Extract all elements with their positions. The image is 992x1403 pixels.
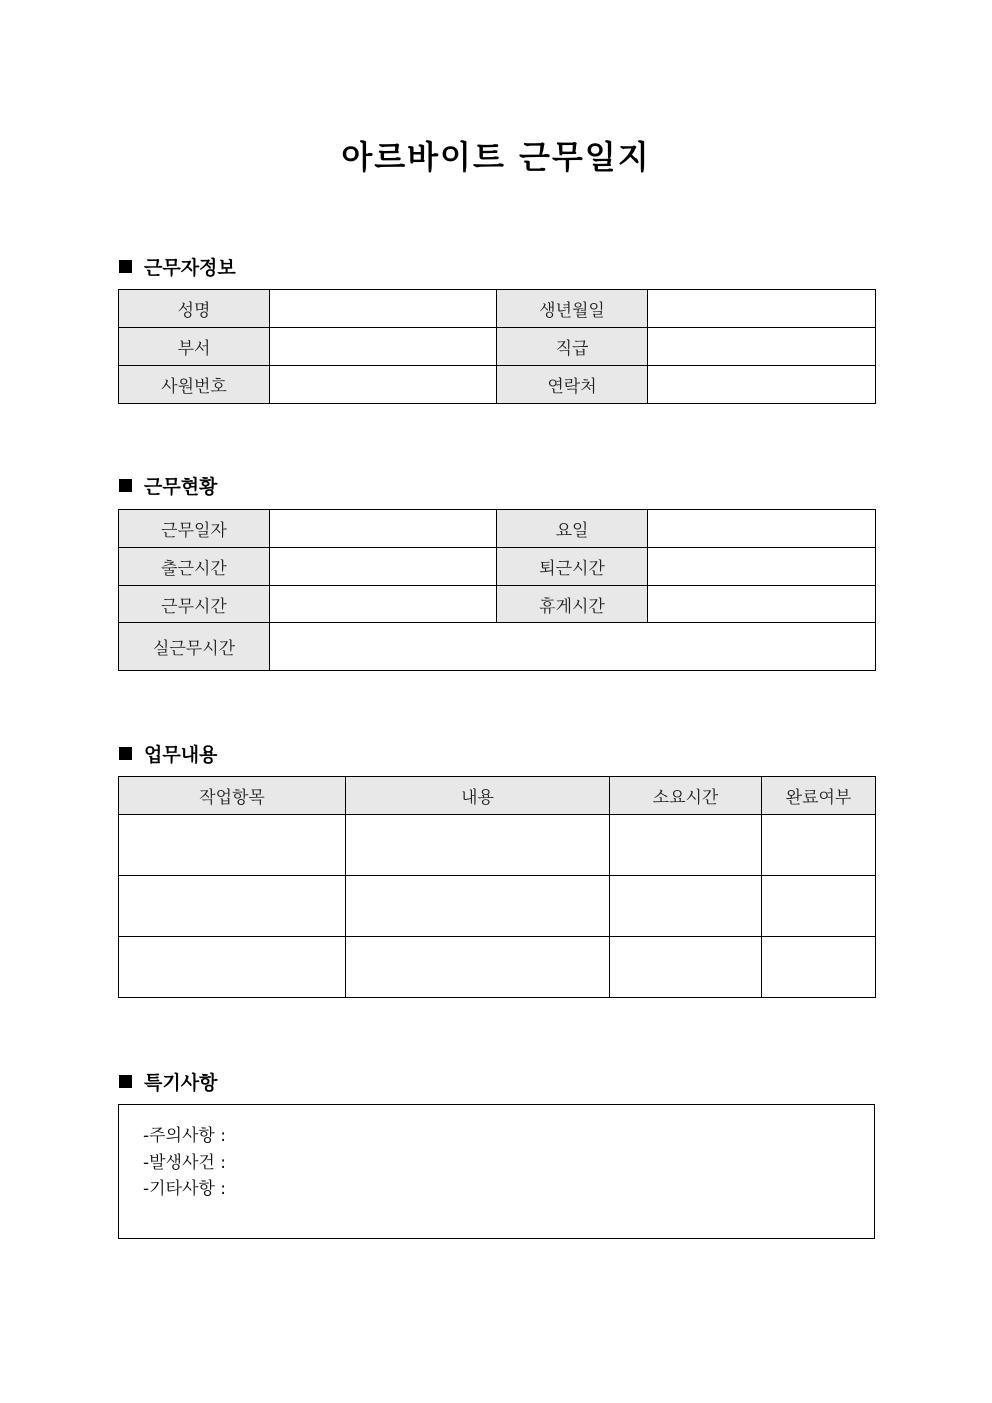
document-title: 아르바이트 근무일지 <box>341 138 651 176</box>
work-date-field[interactable] <box>270 510 497 548</box>
break-time-field[interactable] <box>648 586 876 623</box>
task-completion-cell[interactable] <box>762 876 876 937</box>
table-row <box>119 586 876 623</box>
square-bullet-icon <box>119 260 132 273</box>
task-content-cell[interactable] <box>346 937 610 998</box>
section-heading-tasks <box>119 740 217 767</box>
worker-info-table <box>118 289 876 404</box>
work-status-table <box>118 509 876 671</box>
employee-id-field[interactable] <box>270 366 497 404</box>
table-row <box>119 510 876 548</box>
square-bullet-icon <box>119 1075 132 1088</box>
break-time-label: 휴게시간 <box>497 586 648 623</box>
notes-box[interactable] <box>118 1104 875 1239</box>
table-row <box>119 876 876 937</box>
position-field[interactable] <box>648 328 876 366</box>
weekday-label: 요일 <box>497 510 648 548</box>
work-hours-field[interactable] <box>270 586 497 623</box>
clock-out-field[interactable] <box>648 548 876 586</box>
birthdate-label: 생년월일 <box>497 290 648 328</box>
section-title: 근무현황 <box>144 476 218 498</box>
work-date-label: 근무일자 <box>119 510 270 548</box>
task-content-cell[interactable] <box>346 876 610 937</box>
clock-in-field[interactable] <box>270 548 497 586</box>
task-item-cell[interactable] <box>119 876 346 937</box>
clock-out-label: 퇴근시간 <box>497 548 648 586</box>
section-heading-work-status <box>119 472 217 499</box>
square-bullet-icon <box>119 479 132 492</box>
task-completion-cell[interactable] <box>762 937 876 998</box>
section-title: 업무내용 <box>144 744 218 766</box>
birthdate-field[interactable] <box>648 290 876 328</box>
task-content-cell[interactable] <box>346 815 610 876</box>
table-row <box>119 937 876 998</box>
section-heading-worker-info <box>119 253 236 280</box>
table-row <box>119 366 876 404</box>
square-bullet-icon <box>119 747 132 760</box>
task-item-cell[interactable] <box>119 815 346 876</box>
column-header-task-item: 작업항목 <box>119 777 346 815</box>
task-duration-cell[interactable] <box>610 876 762 937</box>
name-label: 성명 <box>119 290 270 328</box>
column-header-completion: 완료여부 <box>762 777 876 815</box>
section-heading-notes <box>119 1068 217 1095</box>
table-row <box>119 815 876 876</box>
task-completion-cell[interactable] <box>762 815 876 876</box>
contact-field[interactable] <box>648 366 876 404</box>
task-item-cell[interactable] <box>119 937 346 998</box>
tasks-table <box>118 776 876 998</box>
name-field[interactable] <box>270 290 497 328</box>
department-field[interactable] <box>270 328 497 366</box>
section-title: 특기사항 <box>144 1072 218 1094</box>
position-label: 직급 <box>497 328 648 366</box>
table-header-row <box>119 777 876 815</box>
table-row <box>119 623 876 671</box>
weekday-field[interactable] <box>648 510 876 548</box>
contact-label: 연락처 <box>497 366 648 404</box>
work-hours-label: 근무시간 <box>119 586 270 623</box>
employee-id-label: 사원번호 <box>119 366 270 404</box>
note-caution-line: -주의사항 : <box>143 1126 226 1146</box>
note-other-line: -기타사항 : <box>143 1179 226 1199</box>
section-title: 근무자정보 <box>144 257 236 279</box>
table-row <box>119 290 876 328</box>
column-header-content: 내용 <box>346 777 610 815</box>
table-row <box>119 328 876 366</box>
department-label: 부서 <box>119 328 270 366</box>
table-row <box>119 548 876 586</box>
actual-work-hours-field[interactable] <box>270 623 876 671</box>
column-header-duration: 소요시간 <box>610 777 762 815</box>
actual-work-hours-label: 실근무시간 <box>119 623 270 671</box>
clock-in-label: 출근시간 <box>119 548 270 586</box>
task-duration-cell[interactable] <box>610 937 762 998</box>
task-duration-cell[interactable] <box>610 815 762 876</box>
note-incident-line: -발생사건 : <box>143 1153 226 1173</box>
